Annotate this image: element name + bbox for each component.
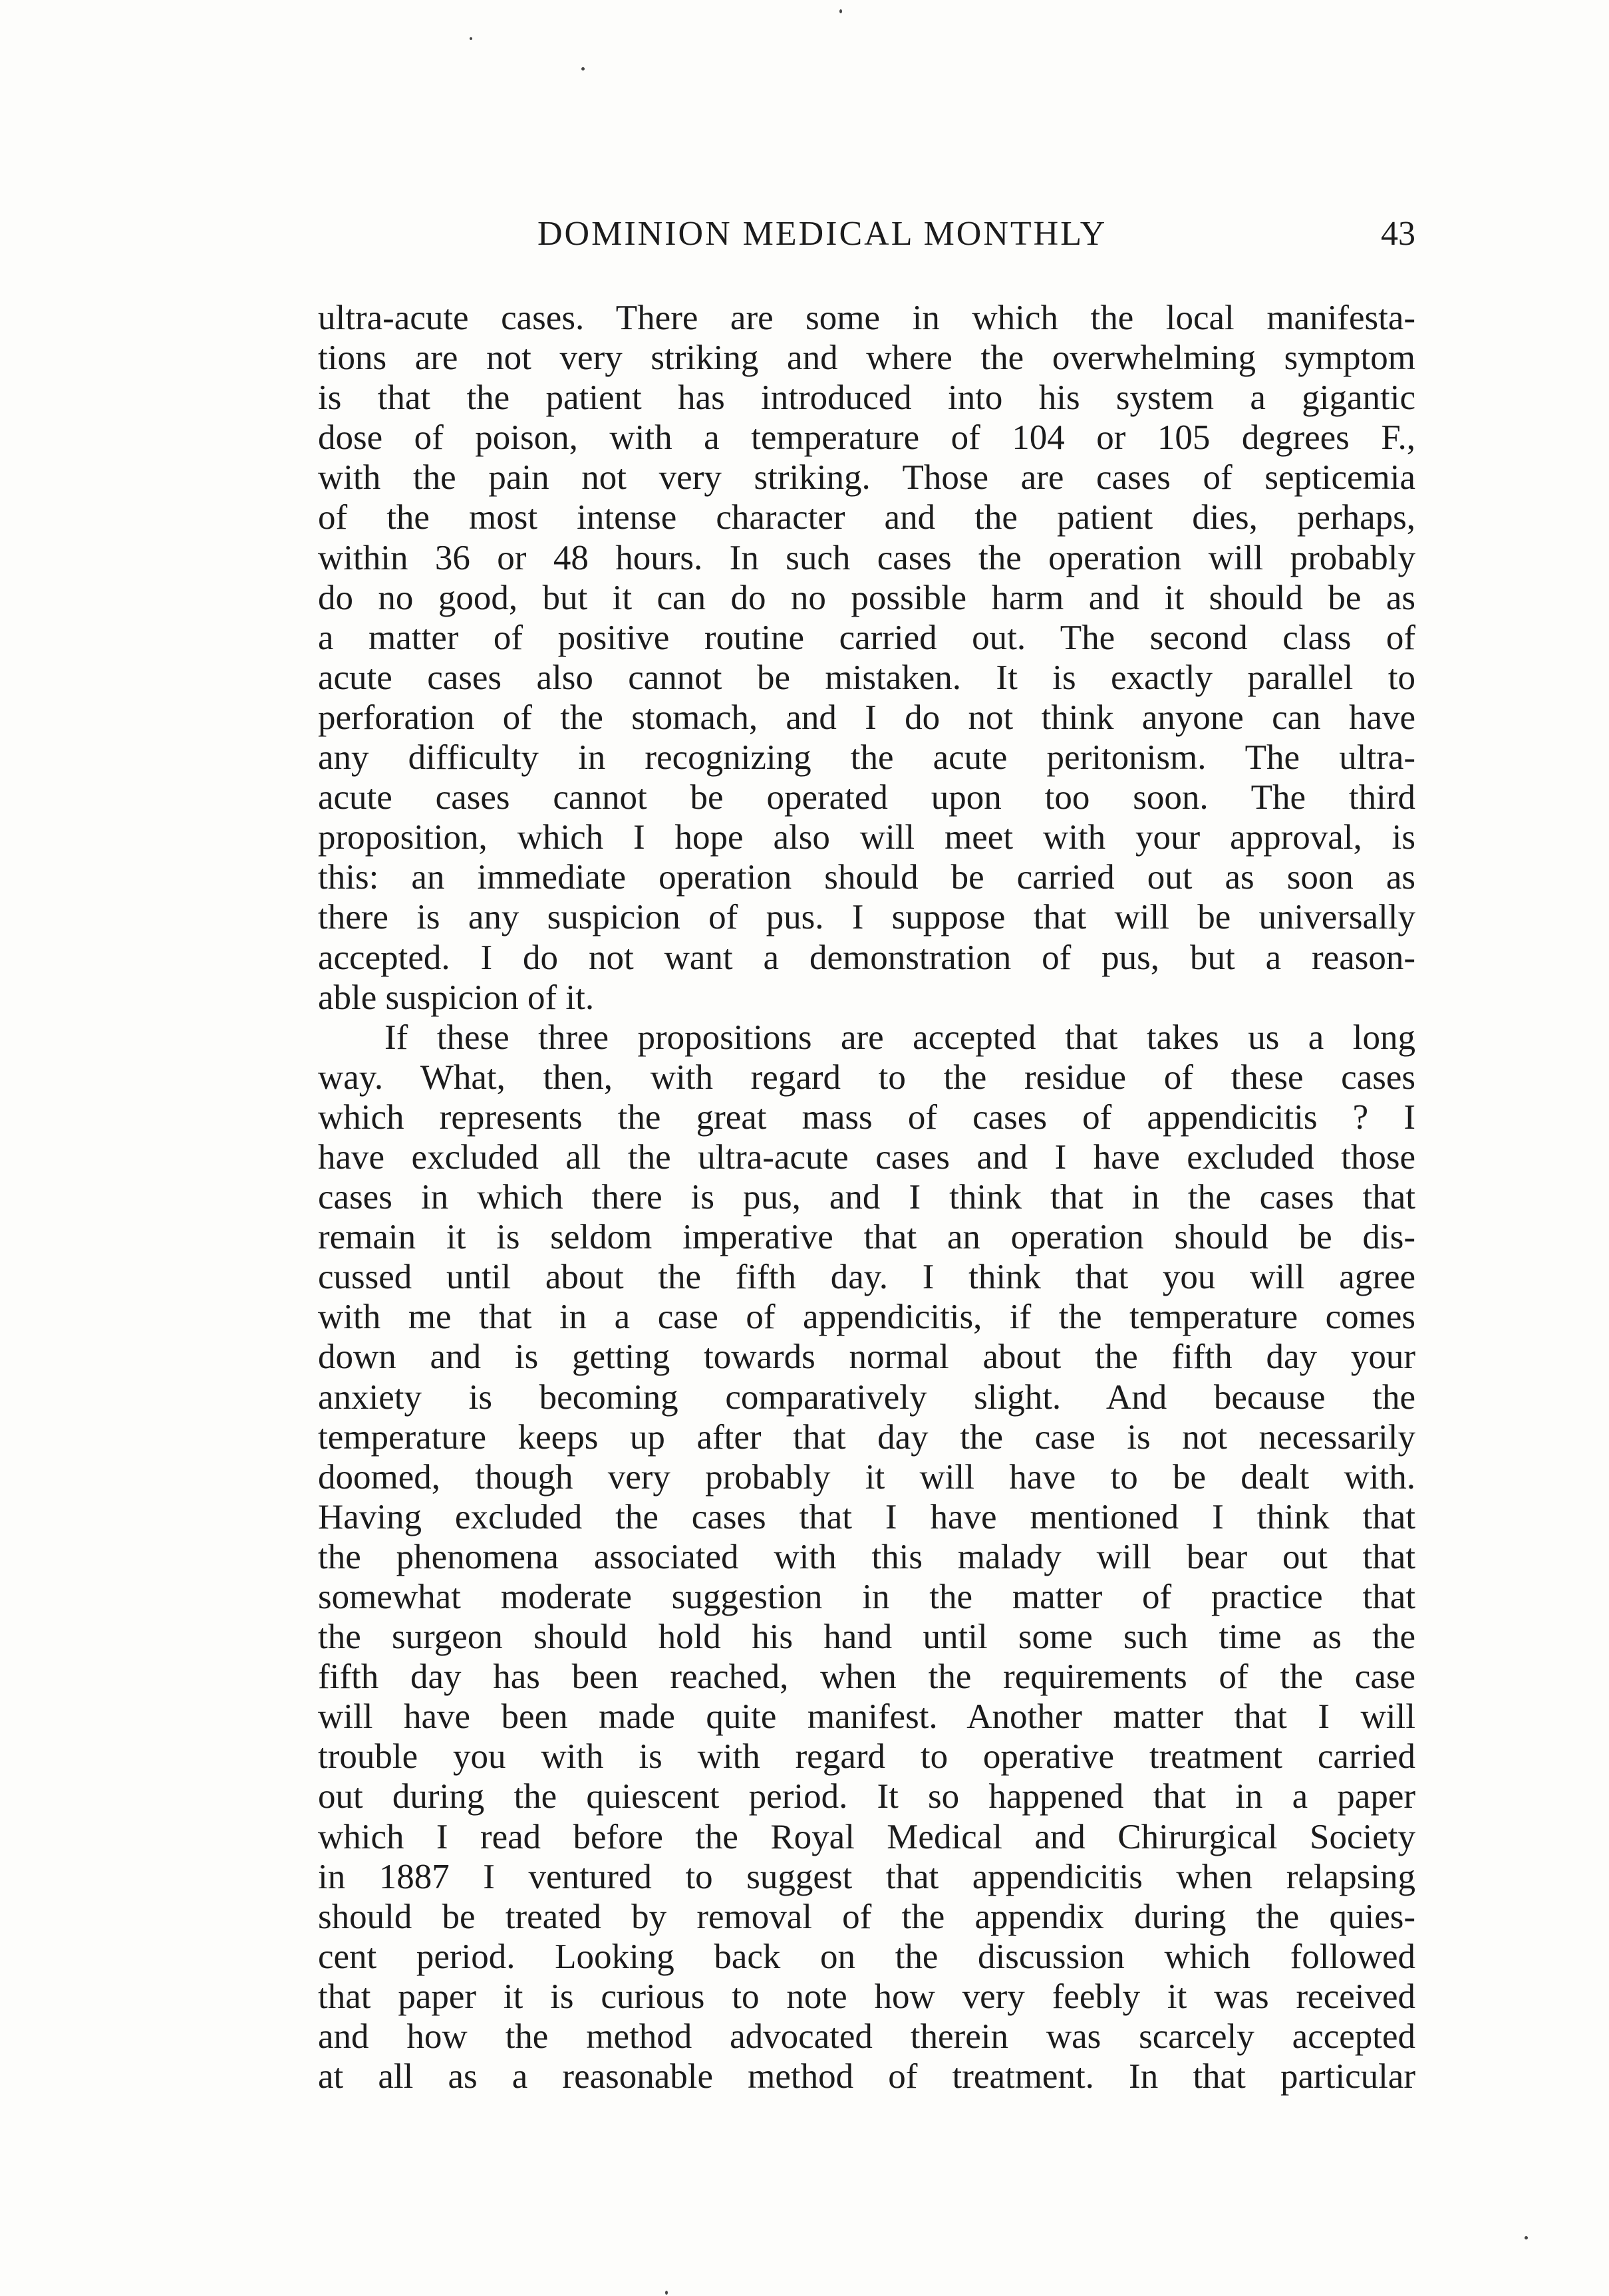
text-line: cent period. Looking back on the discussion which followed [318, 1937, 1415, 1976]
text-line: If these three propositions are accepted that takes us a long [384, 1018, 1415, 1057]
text-line: with the pain not very striking. Those are cases of septicemia [318, 458, 1415, 498]
text-line: within 36 or 48 hours. In such cases the operation will probably [318, 538, 1415, 577]
text-line: the surgeon should hold his hand until some such time as the [318, 1618, 1415, 1657]
text-line: way. What, then, with regard to the residue of these cases [318, 1058, 1415, 1097]
scan-speck [470, 37, 472, 40]
text-line: anxiety is becoming comparatively slight. And because the [318, 1377, 1415, 1417]
text-line: somewhat moderate suggestion in the matter of practice that [318, 1578, 1415, 1616]
text-line: temperature keeps up after that day the case is not necessarily [318, 1417, 1415, 1457]
text-line: there is any suspicion of pus. I suppose that will be universally [318, 898, 1415, 937]
scan-speck [665, 2291, 668, 2295]
text-line: acute cases cannot be operated upon too soon. The third [318, 778, 1415, 817]
text-line: with me that in a case of appendicitis, if the temperature comes [318, 1298, 1415, 1337]
text-line: down and is getting towards normal about the fifth day your [318, 1338, 1415, 1377]
text-line: accepted. I do not want a demonstration of pus, but a reason- [318, 938, 1415, 977]
scan-speck [1525, 2236, 1528, 2239]
page-header [318, 214, 1415, 254]
text-line: of the most intense character and the patient dies, perhaps, [318, 498, 1415, 537]
text-line: will have been made quite manifest. Another matter that I will [318, 1697, 1415, 1737]
running-head: DOMINION MEDICAL MONTHLY [537, 215, 1107, 253]
text-line: should be treated by removal of the appendix during the quies- [318, 1897, 1415, 1936]
text-line: which represents the great mass of cases of appendicitis ? I [318, 1097, 1415, 1137]
text-line: dose of poison, with a temperature of 104 or 105 degrees F., [318, 418, 1415, 458]
text-line: cases in which there is pus, and I think that in the cases that [318, 1178, 1415, 1217]
body-text [318, 298, 1415, 2096]
page-number: 43 [1381, 215, 1415, 253]
text-line: have excluded all the ultra-acute cases and I have excluded those [318, 1137, 1415, 1177]
text-line: proposition, which I hope also will meet with your approval, is [318, 818, 1415, 857]
text-line: cussed until about the fifth day. I think that you will agree [318, 1258, 1415, 1297]
text-line: that paper it is curious to note how very feebly it was received [318, 1977, 1415, 2016]
text-line: doomed, though very probably it will have to be dealt with. [318, 1457, 1415, 1497]
text-line: in 1887 I ventured to suggest that appendicitis when relapsing [318, 1857, 1415, 1896]
text-line: tions are not very striking and where the overwhelming symptom [318, 339, 1415, 378]
text-line: trouble you with is with regard to operative treatment carried [318, 1737, 1415, 1777]
scan-speck [839, 9, 842, 13]
text-line: fifth day has been reached, when the requirements of the case [318, 1657, 1415, 1697]
text-line: perforation of the stomach, and I do not think anyone can have [318, 698, 1415, 737]
text-line: a matter of positive routine carried out. The second class of [318, 618, 1415, 657]
text-line: at all as a reasonable method of treatment. In that particular [318, 2057, 1415, 2096]
text-line: ultra-acute cases. There are some in which the local manifesta- [318, 299, 1415, 337]
text-line: is that the patient has introduced into his system a gigantic [318, 378, 1415, 418]
text-line: Having excluded the cases that I have mentioned I think that [318, 1497, 1415, 1536]
text-line: and how the method advocated therein was scarcely accepted [318, 2017, 1415, 2057]
scan-speck [581, 67, 585, 71]
text-line: do no good, but it can do no possible harm and it should be as [318, 578, 1415, 617]
text-line: acute cases also cannot be mistaken. It is exactly parallel to [318, 658, 1415, 697]
text-line: any difficulty in recognizing the acute peritonism. The ultra- [318, 738, 1415, 778]
text-line: able suspicion of it. [318, 978, 595, 1017]
text-line: out during the quiescent period. It so happened that in a paper [318, 1777, 1415, 1816]
text-line: the phenomena associated with this malady will bear out that [318, 1537, 1415, 1576]
paragraph [318, 1018, 1415, 2097]
paragraph [318, 298, 1415, 1018]
text-line: remain it is seldom imperative that an operation should be dis- [318, 1218, 1415, 1257]
text-line: this: an immediate operation should be carried out as soon as [318, 858, 1415, 897]
text-line: which I read before the Royal Medical and Chirurgical Society [318, 1817, 1415, 1856]
